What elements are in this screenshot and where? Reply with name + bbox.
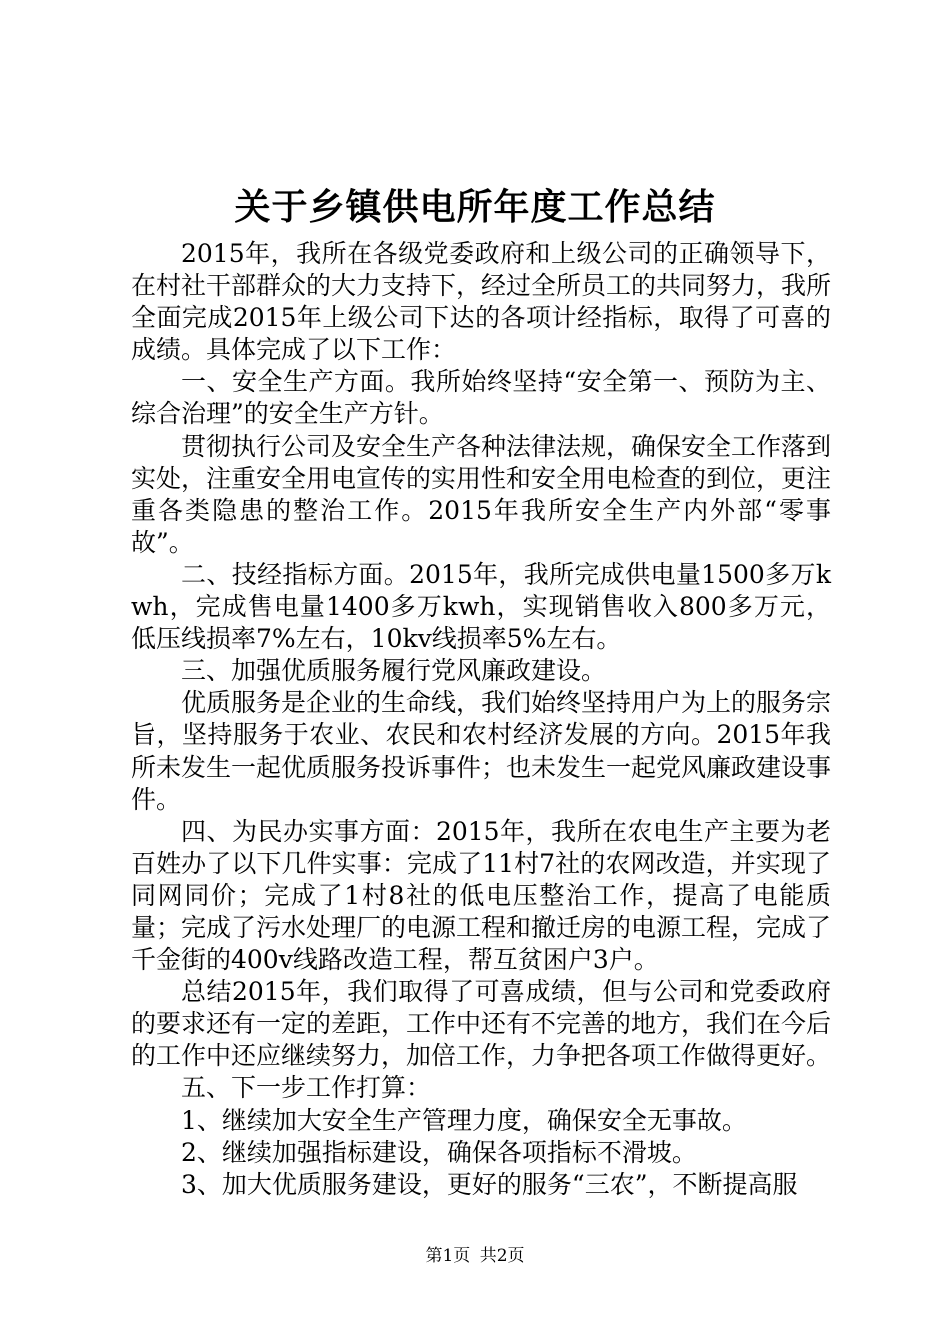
page-number: 第1页 [425,1246,471,1266]
paragraph-safety-heading: 一、安全生产方面。我所始终坚持“安全第一、预防为主、综合治理”的安全生产方针。 [131,367,831,429]
paragraph-technical-indicators: 二、技经指标方面。2015年，我所完成供电量1500多万kwh，完成售电量1400多万kwh，实现销售收入800多万元，低压线损率7%左右，10kv线损率5%左右。 [131,559,831,654]
paragraph-service-heading: 三、加强优质服务履行党风廉政建设。 [181,656,607,686]
paragraph-service-detail: 优质服务是企业的生命线，我们始终坚持用户为上的服务宗旨，坚持服务于农业、农民和农村经济发展的方向。2015年我所未发生一起优质服务投诉事件；也未发生一起党风廉政建设事件。 [131,688,832,814]
list-item-2: 2、继续加强指标建设，确保各项指标不滑坡。 [181,1137,697,1167]
paragraph-next-steps-heading: 五、下一步工作打算： [181,1073,432,1103]
paragraph-practical-matters: 四、为民办实事方面：2015年，我所在农电生产主要为老百姓办了以下几件实事：完成了11村7社的农网改造，并实现了同网同价；完成了1村8社的低电压整治工作，提高了电能质量；完成了污水处理厂的电源工程和撤迁房的电源工程，完成了千金街的400v线路改造工程，帮互贫困户3户。 [131,816,832,975]
list-item-3: 3、加大优质服务建设，更好的服务“三农”，不断提高服 [181,1169,798,1199]
document-title: 关于乡镇供电所年度工作总结 [234,187,716,228]
page-footer [0,1244,950,1268]
paragraph-safety-detail: 贯彻执行公司及安全生产各种法律法规，确保安全工作落到实处，注重安全用电宣传的实用性和安全用电检查的到位，更注重各类隐患的整治工作。2015年我所安全生产内外部“零事故”。 [131,431,832,557]
document-body [131,238,831,1201]
paragraph-summary: 总结2015年，我们取得了可喜成绩，但与公司和党委政府的要求还有一定的差距，工作中还有不完善的地方，我们在今后的工作中还应继续努力，加倍工作，力争把各项工作做得更好。 [131,977,832,1071]
list-item-1: 1、继续加大安全生产管理力度，确保安全无事故。 [181,1105,747,1135]
paragraph-intro: 2015年，我所在各级党委政府和上级公司的正确领导下，在村社干部群众的大力支持下，经过全所员工的共同努力，我所全面完成2015年上级公司下达的各项计经指标，取得了可喜的成绩。具体完成了以下工作： [131,239,832,365]
page-total: 共2页 [479,1246,525,1266]
